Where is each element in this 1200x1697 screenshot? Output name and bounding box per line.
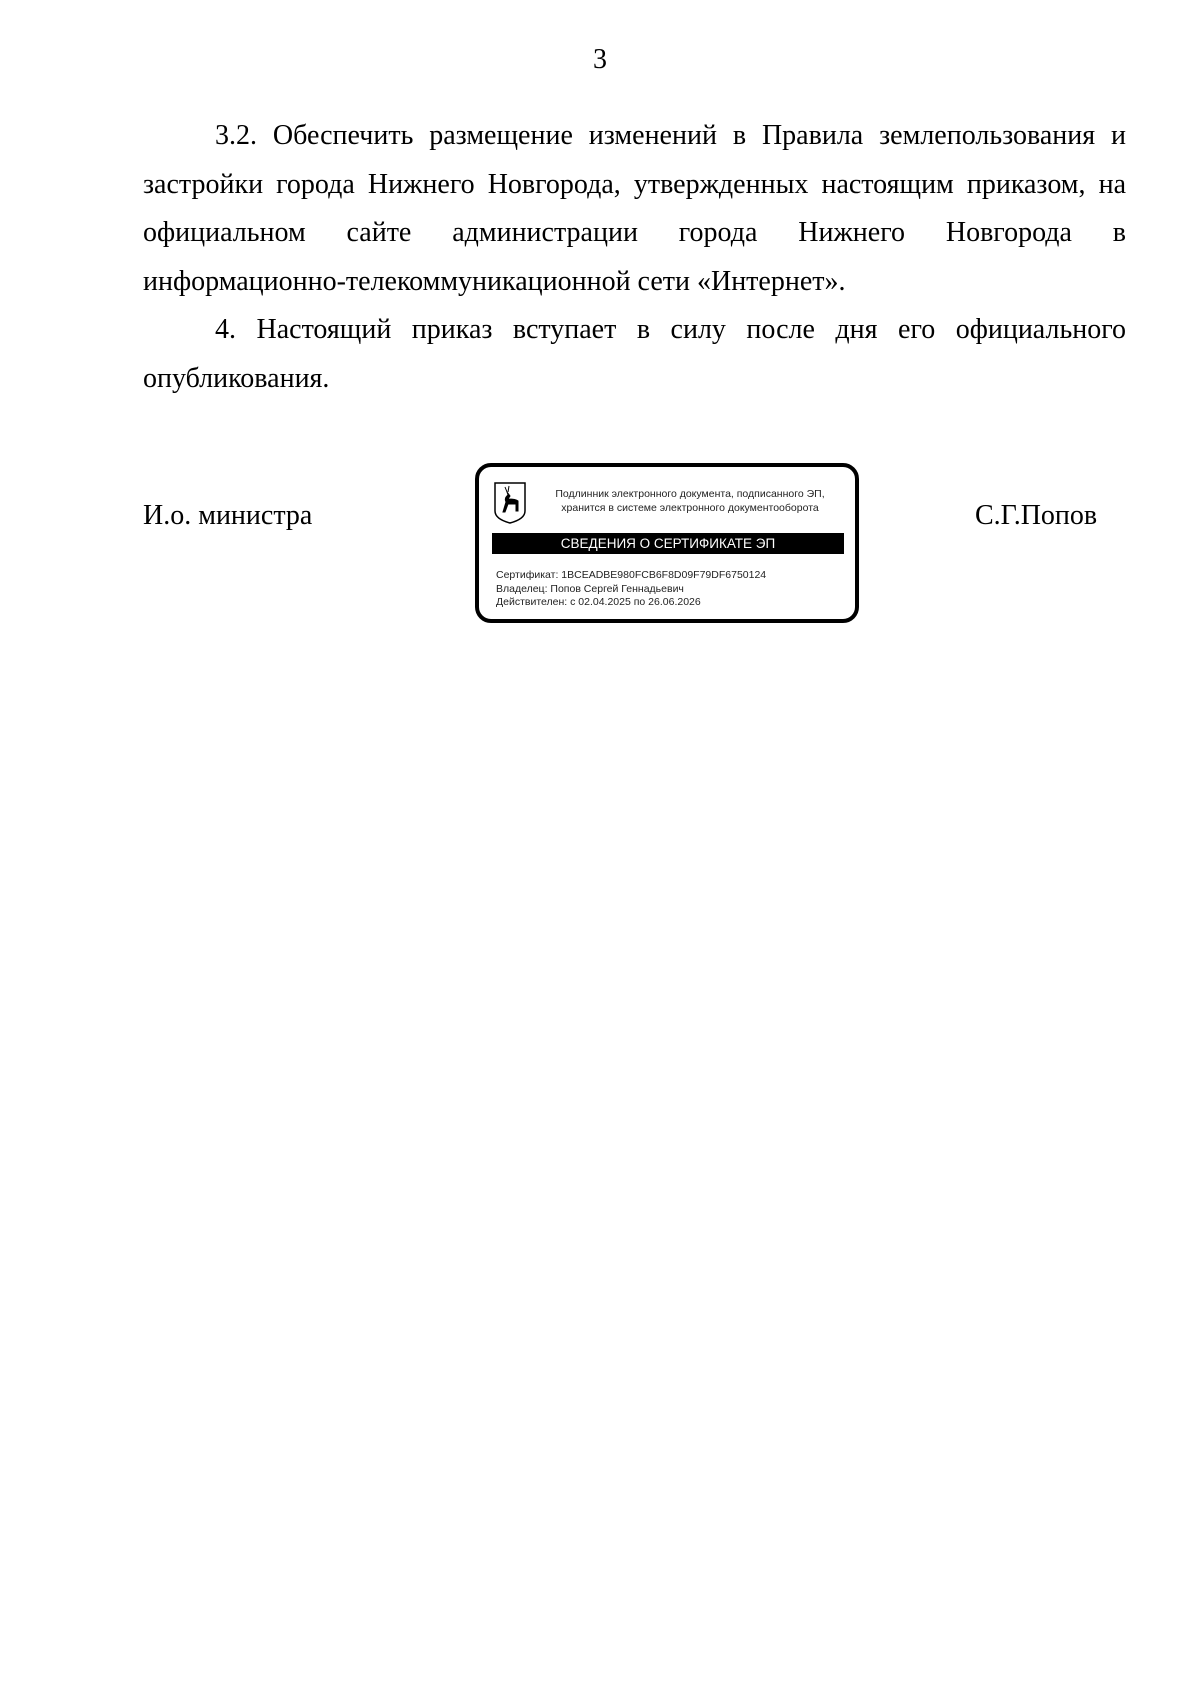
page-number: 3 xyxy=(593,44,607,75)
electronic-signature-stamp xyxy=(475,463,859,623)
paragraph-4: 4. Настоящий приказ вступает в силу после дня его официального опубликования. xyxy=(143,314,1126,394)
signatory-name: С.Г.Попов xyxy=(975,500,1098,531)
document-body xyxy=(143,112,1126,404)
certificate-owner: Владелец: Попов Сергей Геннадьевич xyxy=(496,582,684,595)
stamp-header xyxy=(535,487,845,515)
certificate-number: Сертификат: 1BCEADBE980FCB6F8D09F79DF6750124 xyxy=(496,569,767,581)
coat-of-arms-icon xyxy=(493,481,527,525)
stamp-header-line: Подлинник электронного документа, подписанного ЭП, xyxy=(555,488,825,500)
stamp-title: СВЕДЕНИЯ О СЕРТИФИКАТЕ ЭП xyxy=(492,533,844,554)
certificate-validity: Действителен: с 02.04.2025 по 26.06.2026 xyxy=(496,596,701,608)
certificate-info xyxy=(496,569,766,610)
stamp-header-line: хранится в системе электронного документооборота xyxy=(561,502,819,514)
signatory-position: И.о. министра xyxy=(143,500,313,531)
paragraph-3-2: 3.2. Обеспечить размещение изменений в Правила землепользования и застройки города Нижнего Новгорода, утвержденных настоящим приказом, на официальном сайте администрации города Нижнего Новгорода в информационно-телекоммуникационной сети «Интернет». xyxy=(143,120,1126,297)
